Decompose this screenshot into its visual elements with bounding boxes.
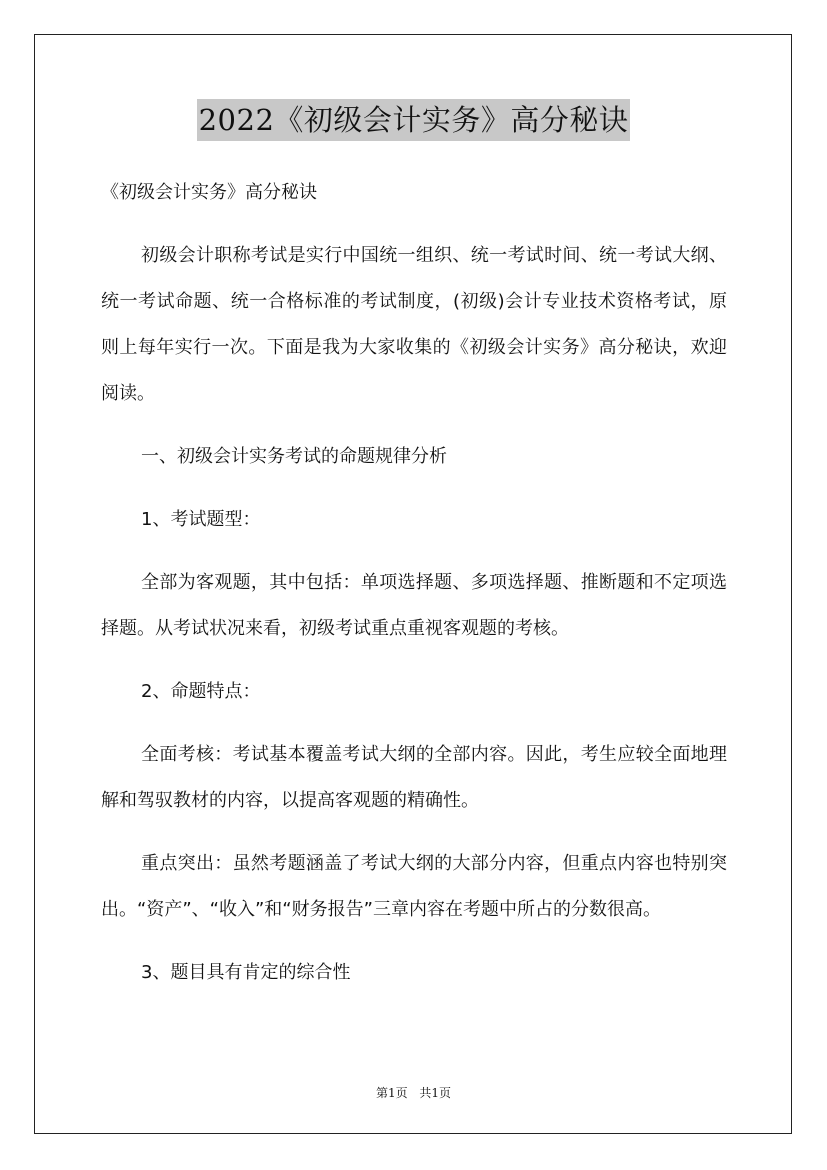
document-title: 2022《初级会计实务》高分秘诀	[197, 99, 631, 141]
page-total: 共1页	[419, 1086, 452, 1100]
subheading-question-types: 1、考试题型：	[141, 509, 261, 530]
page-footer	[0, 1084, 827, 1101]
document-body	[101, 170, 727, 1013]
section-heading-1: 一、初级会计实务考试的命题规律分析	[141, 446, 447, 467]
paragraph-key-points: 重点突出：虽然考题涵盖了考试大纲的大部分内容，但重点内容也特别突出。“资产”、“收入”和“财务报告”三章内容在考题中所占的分数很高。	[101, 853, 727, 920]
page-number: 第1页	[375, 1086, 408, 1100]
title-container	[0, 99, 827, 141]
paragraph-comprehensive: 全面考核：考试基本覆盖考试大纲的全部内容。因此，考生应较全面地理解和驾驭教材的内容，以提高客观题的精确性。	[101, 744, 727, 811]
paragraph-question-types: 全部为客观题，其中包括：单项选择题、多项选择题、推断题和不定项选择题。从考试状况来看，初级考试重点重视客观题的考核。	[101, 572, 727, 639]
document-subtitle: 《初级会计实务》高分秘诀	[101, 182, 317, 203]
subheading-integration: 3、题目具有肯定的综合性	[141, 962, 351, 983]
subheading-exam-features: 2、命题特点：	[141, 681, 261, 702]
paragraph-intro: 初级会计职称考试是实行中国统一组织、统一考试时间、统一考试大纲、统一考试命题、统一合格标准的考试制度，(初级)会计专业技术资格考试，原则上每年实行一次。下面是我为大家收集的《初级会计实务》高分秘诀，欢迎阅读。	[101, 245, 727, 404]
